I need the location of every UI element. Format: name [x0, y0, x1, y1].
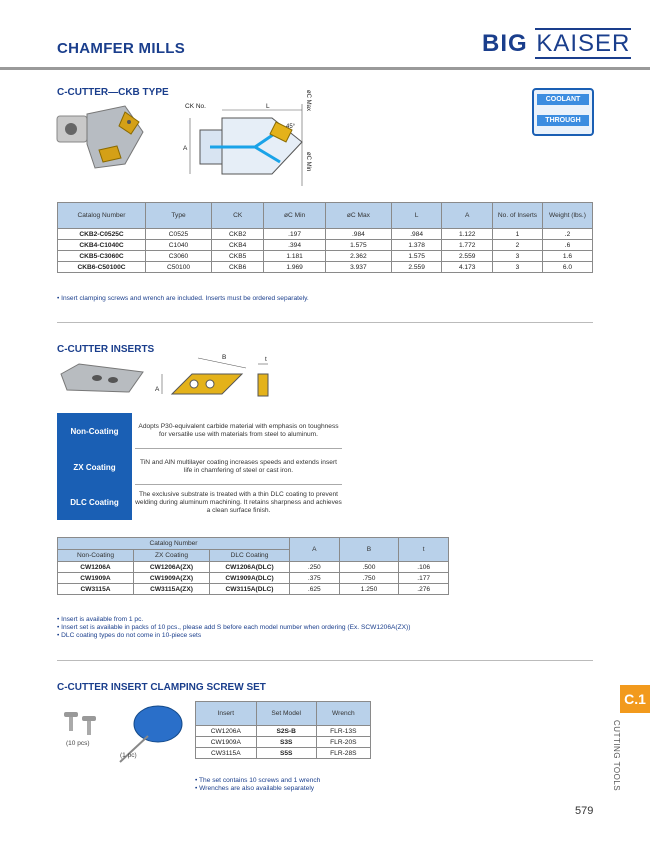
insert-table-header	[58, 538, 449, 550]
label-a: A	[183, 145, 188, 152]
cell: 1	[493, 229, 543, 240]
cell: .177	[399, 573, 449, 584]
logo-big: BIG	[482, 30, 528, 57]
cell: CW3115A	[58, 584, 134, 595]
col-catalog-group: Catalog Number	[58, 538, 290, 550]
insert-note: • Insert is available from 1 pc.	[57, 616, 144, 623]
cell: C0525	[146, 229, 212, 240]
cell: .750	[339, 573, 399, 584]
cell: 1.250	[339, 584, 399, 595]
cell: CW1206A(ZX)	[134, 562, 210, 573]
cell: CW1909A(ZX)	[134, 573, 210, 584]
col-t: t	[399, 538, 449, 562]
cell: .250	[290, 562, 340, 573]
cell: CW3115A(ZX)	[134, 584, 210, 595]
page-title: CHAMFER MILLS	[57, 40, 186, 57]
section-divider	[57, 322, 593, 323]
cell: 1.122	[442, 229, 493, 240]
table-row	[196, 737, 371, 748]
cell: .984	[325, 229, 391, 240]
coating-desc-dlc: The exclusive substrate is treated with a thin DLC coating to prevent welding during aluminum machining. It retains sharpness and achieves a clean surface finish.	[135, 490, 342, 514]
chapter-label: CUTTING TOOLS	[612, 720, 621, 792]
col-l: L	[391, 203, 442, 229]
header-rule	[0, 67, 650, 70]
cell: FLR-28S	[316, 748, 370, 759]
cell: .2	[543, 229, 593, 240]
cell: 3.937	[325, 262, 391, 273]
cell: 1.575	[325, 240, 391, 251]
cell: 1.772	[442, 240, 493, 251]
cell: .500	[339, 562, 399, 573]
col-a: A	[290, 538, 340, 562]
cell: .375	[290, 573, 340, 584]
col-dc-min: øC Min	[264, 203, 326, 229]
coating-desc-zx: TiN and AlN multilayer coating increases speeds and extends insert life in chamfering of steel or cast iron.	[135, 449, 342, 485]
cell: .106	[399, 562, 449, 573]
cell: CKB2	[212, 229, 264, 240]
label-ck-no: CK No.	[185, 103, 206, 110]
logo-kaiser: KAISER	[536, 30, 631, 57]
screw-qty: (10 pcs)	[66, 740, 90, 747]
cell: 3	[493, 262, 543, 273]
cell: 1.575	[391, 251, 442, 262]
ckb-table-header	[58, 203, 593, 229]
col-wrench: Wrench	[316, 702, 370, 726]
label-angle: 45°	[286, 124, 296, 130]
cell: FLR-20S	[316, 737, 370, 748]
cell: .394	[264, 240, 326, 251]
screw-table-header	[196, 702, 371, 726]
table-row	[58, 229, 593, 240]
label-l: L	[266, 103, 270, 110]
cell: 2.362	[325, 251, 391, 262]
cell: CKB4-C1040C	[58, 240, 146, 251]
cell: CW3115A(DLC)	[210, 584, 290, 595]
cell: FLR-13S	[316, 726, 370, 737]
table-row	[58, 584, 449, 595]
col-a: A	[442, 203, 493, 229]
cell: CW1206A	[58, 562, 134, 573]
ckb-drawing	[180, 100, 330, 190]
cell: CW1206A(DLC)	[210, 562, 290, 573]
col-dc-max: øC Max	[325, 203, 391, 229]
section-title-ckb: C-CUTTER—CKB TYPE	[57, 87, 169, 98]
wrench-qty: (1 pc)	[120, 752, 137, 759]
chapter-tab: C.1	[620, 685, 650, 713]
col-zx-coating: ZX Coating	[134, 550, 210, 562]
coating-label-dlc: DLC Coating	[57, 485, 132, 520]
label-dc-min: øC Min	[305, 152, 311, 172]
ckb-table	[57, 202, 593, 273]
cell: CW3115A	[196, 748, 257, 759]
coating-desc-non: Adopts P30-equivalent carbide material with emphasis on toughness for versatile use with materials from steel to aluminum.	[135, 413, 342, 449]
cell: 1.6	[543, 251, 593, 262]
cell: CKB5	[212, 251, 264, 262]
insert-photo	[57, 360, 147, 400]
cell: C50100	[146, 262, 212, 273]
cell: .984	[391, 229, 442, 240]
cutter-photo	[55, 102, 150, 177]
insert-notes	[57, 616, 577, 640]
cell: .276	[399, 584, 449, 595]
col-weight: Weight (lbs.)	[543, 203, 593, 229]
cell: CW1909A(DLC)	[210, 573, 290, 584]
cell: CKB6-C50100C	[58, 262, 146, 273]
section-divider	[57, 660, 593, 661]
cell: 2	[493, 240, 543, 251]
ckb-note: • Insert clamping screws and wrench are included. Inserts must be ordered separately.	[57, 295, 309, 302]
badge-coolant: COOLANT	[537, 94, 589, 105]
col-catalog: Catalog Number	[58, 203, 146, 229]
col-b: B	[339, 538, 399, 562]
cell: 1.378	[391, 240, 442, 251]
col-set-model: Set Model	[256, 702, 316, 726]
cell: CKB6	[212, 262, 264, 273]
table-row	[58, 240, 593, 251]
col-ck: CK	[212, 203, 264, 229]
screw-note: • Wrenches are also available separately	[195, 785, 315, 792]
coating-panel	[57, 413, 342, 520]
cell: .625	[290, 584, 340, 595]
screw-note: • The set contains 10 screws and 1 wrench	[195, 777, 321, 784]
label-b: B	[222, 354, 227, 361]
table-row	[196, 726, 371, 737]
page-number: 579	[575, 805, 594, 817]
cell: .6	[543, 240, 593, 251]
col-type: Type	[146, 203, 212, 229]
cell: 1.181	[264, 251, 326, 262]
table-row	[58, 573, 449, 584]
col-non-coating: Non-Coating	[58, 550, 134, 562]
brand-logo	[482, 30, 631, 58]
cell: .197	[264, 229, 326, 240]
cell: 2.559	[391, 262, 442, 273]
label-dc-max: øC Max	[305, 90, 311, 111]
cell: C3060	[146, 251, 212, 262]
cell: CW1909A	[58, 573, 134, 584]
col-dlc-coating: DLC Coating	[210, 550, 290, 562]
label-insert-a: A	[155, 386, 160, 393]
coating-label-non: Non-Coating	[57, 413, 132, 449]
cell: 4.173	[442, 262, 493, 273]
table-row	[196, 748, 371, 759]
table-row	[58, 562, 449, 573]
cell: CW1909A	[196, 737, 257, 748]
cell: CKB5-C3060C	[58, 251, 146, 262]
cell: 2.559	[442, 251, 493, 262]
coolant-through-badge	[532, 88, 594, 136]
table-row	[58, 262, 593, 273]
cell: C1040	[146, 240, 212, 251]
col-inserts: No. of Inserts	[493, 203, 543, 229]
insert-table	[57, 537, 449, 595]
section-title-inserts: C-CUTTER INSERTS	[57, 344, 155, 355]
screw-notes	[195, 777, 320, 793]
insert-note: • DLC coating types do not come in 10-piece sets	[57, 632, 202, 639]
table-row	[58, 251, 593, 262]
insert-note: • Insert set is available in packs of 10 pcs., please add S before each model number when ordering (Ex. SCW1206A(ZX))	[57, 624, 411, 631]
badge-through: THROUGH	[537, 115, 589, 126]
cell: S3S	[256, 737, 316, 748]
cell: S5S	[256, 748, 316, 759]
screw-set-table	[195, 701, 371, 759]
cell: 3	[493, 251, 543, 262]
cell: S2S-B	[256, 726, 316, 737]
cell: CKB2-C0525C	[58, 229, 146, 240]
cell: CKB4	[212, 240, 264, 251]
section-title-screw-set: C-CUTTER INSERT CLAMPING SCREW SET	[57, 682, 266, 693]
coating-label-zx: ZX Coating	[57, 449, 132, 485]
label-t: t	[265, 356, 267, 363]
col-insert: Insert	[196, 702, 257, 726]
cell: 6.0	[543, 262, 593, 273]
cell: 1.969	[264, 262, 326, 273]
cell: CW1206A	[196, 726, 257, 737]
